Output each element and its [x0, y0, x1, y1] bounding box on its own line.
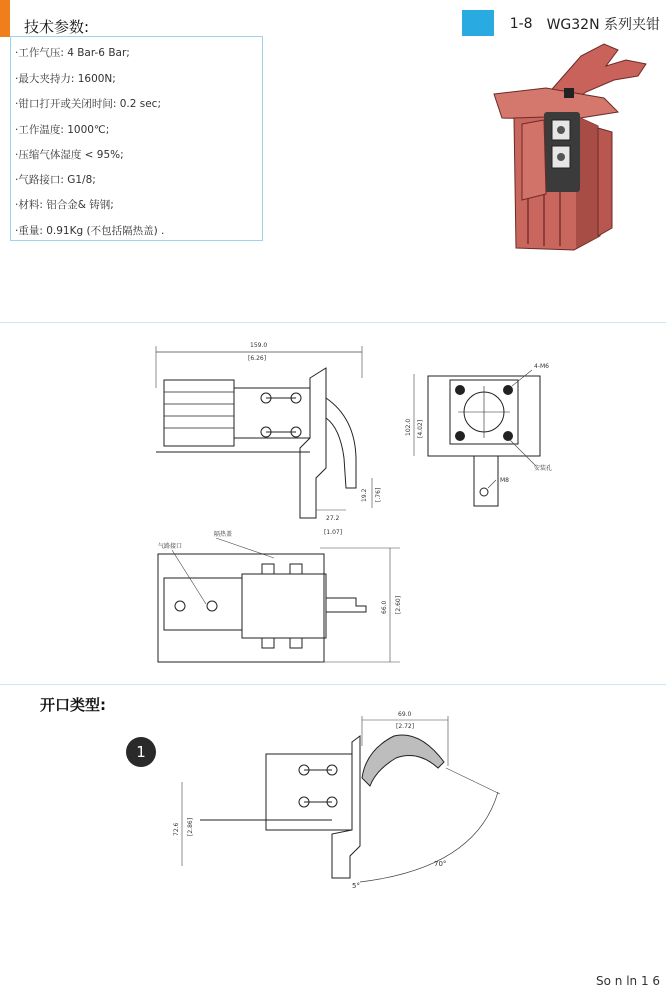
dim-width-label: 27.2	[326, 515, 340, 522]
dim-left-label: 72.6	[173, 822, 180, 836]
top-view-drawing	[150, 528, 410, 668]
model-header	[510, 14, 660, 34]
footer-cut-text: So n ln 1 6	[596, 974, 661, 988]
section-code: 1-8	[509, 16, 533, 32]
dim-height-inch-label: [4.02]	[417, 419, 424, 438]
mount-hole-label: 安装孔	[534, 465, 553, 472]
orange-accent-tab	[0, 0, 10, 37]
dim-height-label: 102.0	[405, 418, 412, 436]
front-view-drawing	[400, 356, 560, 516]
dim-top-label: 159.0	[250, 342, 268, 349]
opening-type-drawing	[170, 706, 510, 906]
opening-type-number-badge: 1	[126, 737, 156, 767]
section-divider	[0, 322, 666, 323]
gripper-product-illustration	[486, 36, 662, 262]
dim-top-inch-label: [2.72]	[396, 723, 415, 730]
port-label: M8	[500, 477, 509, 484]
spec-item: ·工作气压: 4 Bar-6 Bar;	[15, 47, 130, 59]
dim-top-inch-label: [6.26]	[248, 355, 267, 362]
opening-type-title: 开口类型:	[40, 696, 106, 714]
page-title: 技术参数:	[24, 18, 90, 36]
spec-item: ·重量: 0.91Kg (不包括隔热盖) .	[15, 225, 165, 237]
spec-list-box	[10, 36, 263, 241]
spec-item: ·气路接口: G1/8;	[15, 174, 96, 186]
spec-item: ·最大夹持力: 1600N;	[15, 73, 116, 85]
spec-item: ·压缩气体湿度 < 95%;	[15, 149, 124, 161]
spec-item: ·工作温度: 1000℃;	[15, 124, 110, 136]
spec-item: ·材料: 铝合金& 铸钢;	[15, 199, 114, 211]
model-name: WG32N 系列夹钳	[546, 17, 660, 33]
section-divider	[0, 684, 666, 685]
angle-small-label: 5°	[352, 882, 360, 890]
dim-left-inch-label: [2.86]	[187, 817, 194, 836]
dim-small-inch-label: [.76]	[375, 487, 382, 502]
thread-label: 4-M6	[534, 363, 549, 370]
spec-item: ·钳口打开或关闭时间: 0.2 sec;	[15, 98, 161, 110]
angle-large-label: 70°	[434, 860, 447, 868]
dim-width-inch-label: [1.07]	[324, 529, 343, 536]
air-port-label: 气路接口	[158, 543, 183, 550]
dim-height-inch-label: [2.60]	[395, 595, 402, 614]
dim-small-label: 19.2	[361, 488, 368, 502]
side-view-drawing	[150, 338, 380, 538]
heat-shield-label: 隔热盖	[214, 531, 233, 538]
dim-height-label: 66.0	[381, 600, 388, 614]
blue-accent-square	[462, 10, 494, 36]
dim-top-label: 69.0	[398, 711, 412, 718]
